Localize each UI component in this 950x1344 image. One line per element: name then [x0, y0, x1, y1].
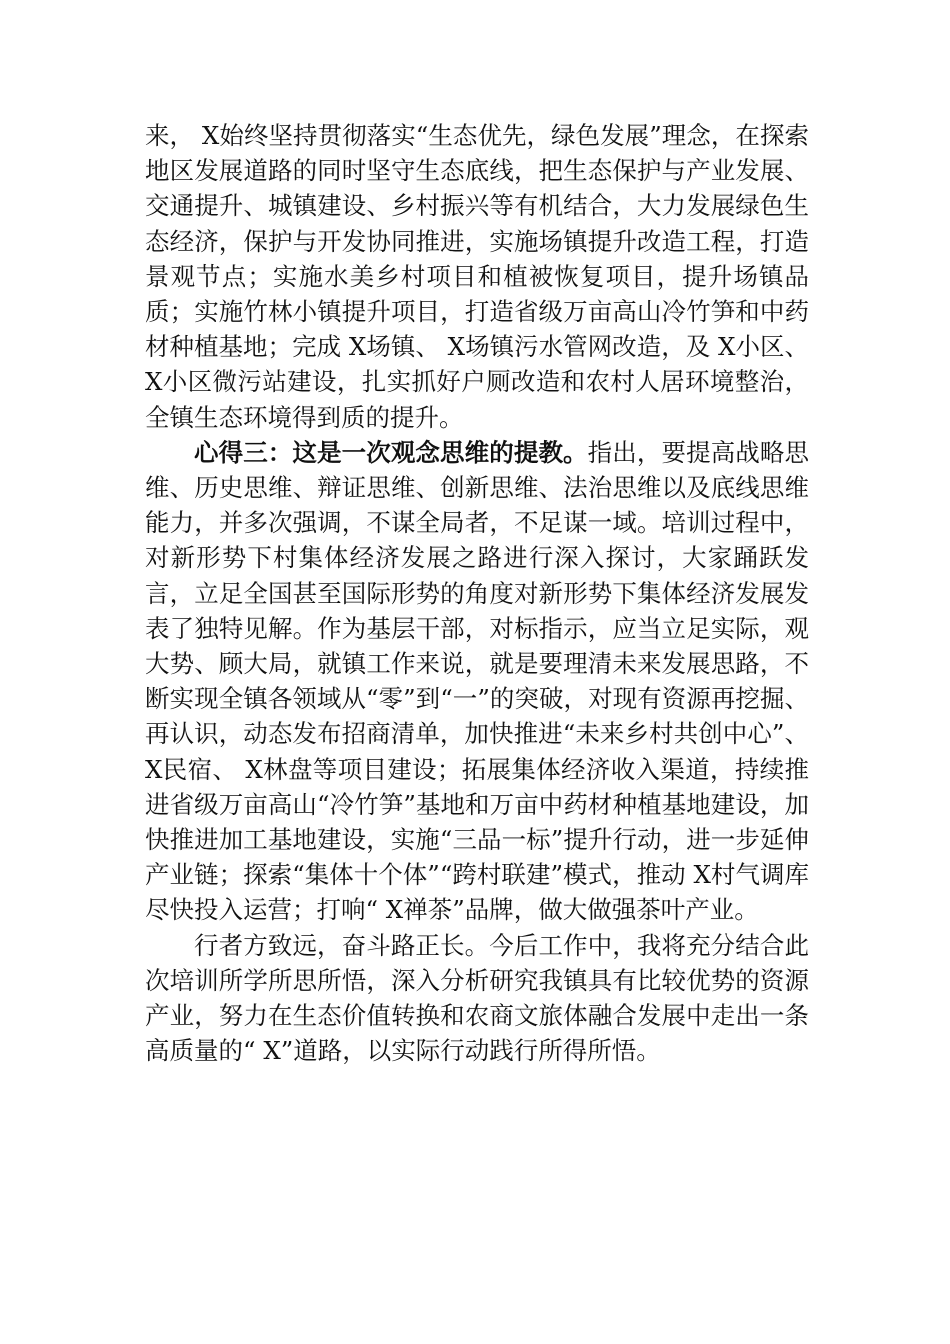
paragraph-ecology-text: 来， X始终坚持贯彻落实“生态优先，绿色发展”理念，在探索地区发展道路的同时坚守生态底线，把生态保护与产业发展、交通提升、城镇建设、乡村振兴等有机结合，大力发展绿色生态经济，保护与开发协同推进，实施场镇提升改造工程，打造景观节点；实施水美乡村项目和植被恢复项目，提升场镇品质；实施竹林小镇提升项目，打造省级万亩高山冷竹笋和中药材种植基地；完成 X场镇、 X场镇污水管网改造，及 X小区、 X小区微污站建设，扎实抓好户厕改造和农村人居环境整治，全镇生态环境得到质的提升。 [145, 121, 809, 432]
paragraph-conclusion-text: 行者方致远，奋斗路正长。今后工作中，我将充分结合此次培训所学所思所悟，深入分析研究我镇具有比较优势的资源产业，努力在生态价值转换和农商文旅体融合发展中走出一条高质量的“ X”道路，以实际行动践行所得所悟。 [145, 930, 809, 1066]
paragraph-ecology [145, 118, 809, 435]
paragraph-conclusion [145, 928, 809, 1069]
paragraph-insight-three-text: 指出，要提高战略思维、历史思维、辩证思维、创新思维、法治思维以及底线思维能力，并多次强调，不谋全局者，不足谋一域。培训过程中，对新形势下村集体经济发展之路进行深入探讨，大家踊跃发言，立足全国甚至国际形势的角度对新形势下集体经济发展发表了独特见解。作为基层干部，对标指示，应当立足实际，观大势、顾大局，就镇工作来说，就是要理清未来发展思路，不断实现全镇各领域从“零”到“一”的突破，对现有资源再挖掘、再认识，动态发布招商清单，加快推进“未来乡村共创中心”、 X民宿、 X林盘等项目建设；拓展集体经济收入渠道，持续推进省级万亩高山“冷竹笋”基地和万亩中药材种植基地建设，加快推进加工基地建设，实施“三品一标”提升行动，进一步延伸产业链；探索“集体十个体”“跨村联建”模式，推动 X村气调库尽快投入运营；打响“ X禅茶”品牌，做大做强茶叶产业。 [145, 437, 810, 925]
document-body [145, 118, 809, 1068]
insight-three-heading: 心得三：这是一次观念思维的提教。 [194, 437, 588, 467]
paragraph-insight-three [145, 435, 809, 928]
